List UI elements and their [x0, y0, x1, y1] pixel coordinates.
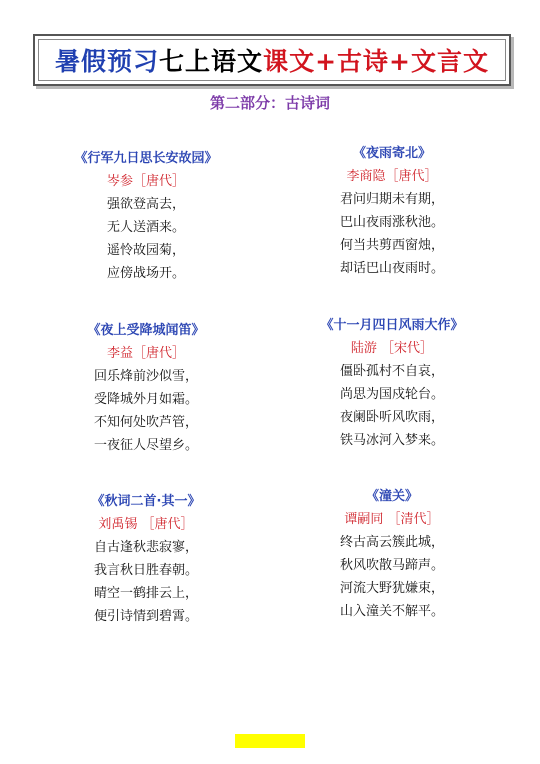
poem-line: 夜阑卧听风吹雨，: [339, 410, 444, 425]
poem-line: 强欲登高去，: [106, 197, 185, 212]
poem-title: 《夜上受降城闻笛》: [87, 323, 205, 338]
poem-line: 晴空一鹤排云上，: [93, 586, 198, 601]
poem-card: [292, 485, 492, 623]
poem-line: 应傍战场开。: [106, 266, 185, 281]
poem-card: [46, 319, 246, 457]
poem-line: 山入潼关不解平。: [339, 604, 444, 619]
footer-highlight-bar: [235, 734, 305, 748]
poem-line: 不知何处吹芦管，: [93, 415, 198, 430]
poem-author: 岑参［唐代］: [106, 174, 185, 189]
poem-line: 君问归期未有期，: [339, 192, 444, 207]
poem-line: 河流大野犹嫌束，: [339, 581, 444, 596]
poem-title: 《行军九日思长安故园》: [74, 151, 218, 166]
poem-line: 终古高云簇此城，: [339, 535, 444, 550]
poem-line: 何当共剪西窗烛，: [339, 238, 444, 253]
poem-title: 《潼关》: [365, 489, 418, 504]
poem-author: 刘禹锡 ［唐代］: [98, 517, 194, 532]
banner-title-part-3: 课文+古诗+文言文: [263, 47, 489, 76]
poem-title: 《十一月四日风雨大作》: [320, 318, 464, 333]
poem-title: 《秋词二首·其一》: [91, 494, 201, 509]
title-banner: [33, 34, 511, 86]
poem-line: 回乐烽前沙似雪，: [93, 369, 198, 384]
banner-title: [55, 42, 489, 78]
poem-line: 受降城外月如霜。: [93, 392, 198, 407]
poem-card: [46, 490, 246, 628]
poem-line: 遥怜故园菊，: [106, 243, 185, 258]
section-title: 第二部分：古诗词: [209, 94, 330, 112]
poem-line: 尚思为国戍轮台。: [339, 387, 444, 402]
poem-card: [46, 147, 246, 285]
poem-line: 巴山夜雨涨秋池。: [339, 215, 444, 230]
poem-line: 一夜征人尽望乡。: [93, 438, 198, 453]
poem-author: 李益［唐代］: [106, 346, 185, 361]
poem-line: 便引诗情到碧霄。: [93, 609, 198, 624]
poem-author: 陆游 ［宋代］: [350, 341, 434, 356]
poem-author: 谭嗣同 ［清代］: [344, 512, 440, 527]
poem-line: 自古逢秋悲寂寥，: [93, 540, 198, 555]
poem-line: 秋风吹散马蹄声。: [339, 558, 444, 573]
poem-card: [292, 314, 492, 452]
banner-title-part-1: 暑假预习: [55, 47, 160, 76]
banner-title-part-2: 七上语文: [159, 47, 264, 76]
poem-line: 无人送酒来。: [106, 220, 185, 235]
poem-line: 铁马冰河入梦来。: [339, 433, 444, 448]
poem-line: 我言秋日胜春朝。: [93, 563, 198, 578]
poem-title: 《夜雨寄北》: [352, 146, 431, 161]
poem-author: 李商隐［唐代］: [346, 169, 438, 184]
poem-line: 却话巴山夜雨时。: [339, 261, 444, 276]
poem-line: 僵卧孤村不自哀，: [339, 364, 444, 379]
poem-card: [292, 142, 492, 280]
